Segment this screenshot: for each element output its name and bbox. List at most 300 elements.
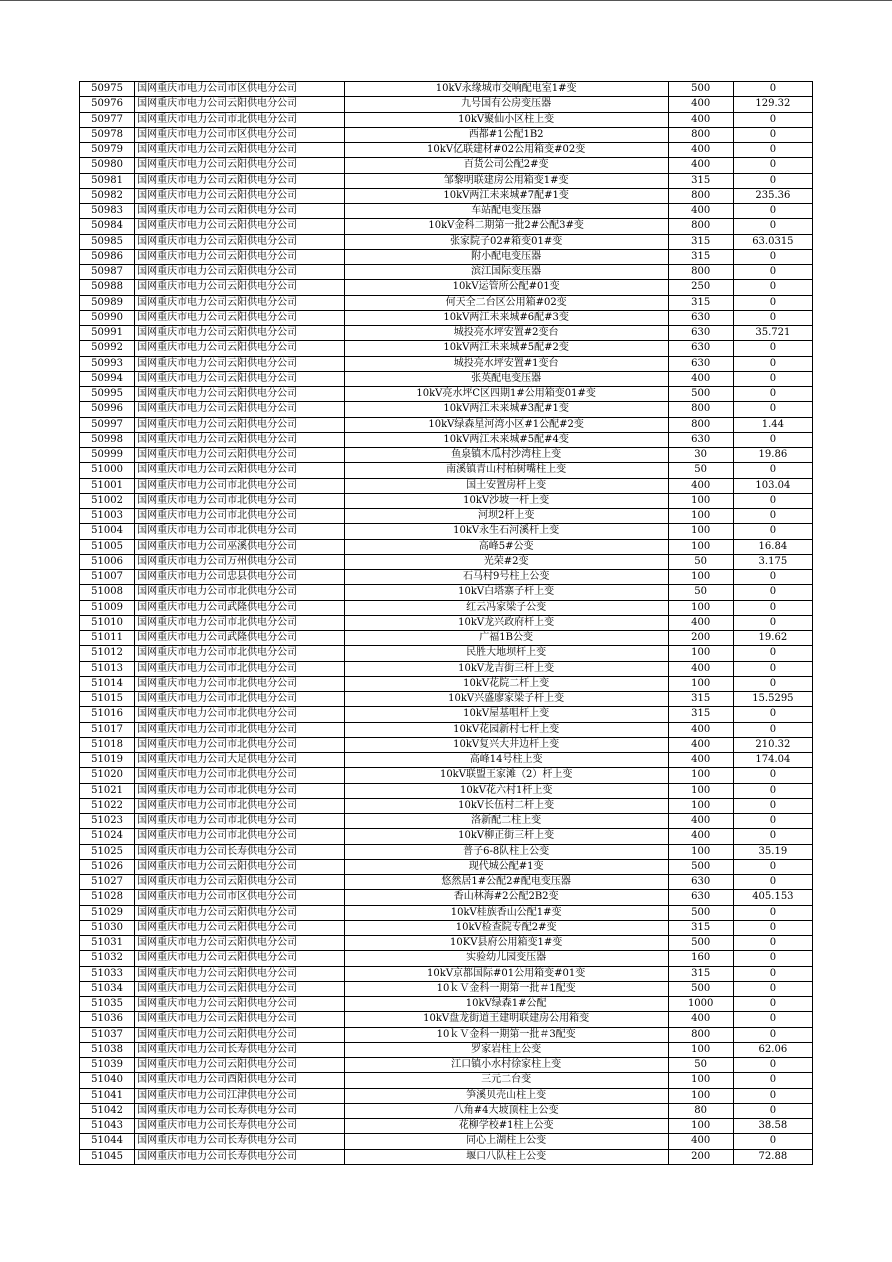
company-cell: 国网重庆市电力公司市北供电分公司	[135, 722, 345, 737]
company-cell: 国网重庆市电力公司云阳供电分公司	[135, 1027, 345, 1042]
table-row	[80, 676, 813, 691]
value-cell: 0	[733, 875, 812, 890]
transformer-name-cell: 10kV绿森星河湾小区#1公配#2变	[344, 417, 668, 432]
company-cell: 国网重庆市电力公司云阳供电分公司	[135, 371, 345, 386]
company-cell: 国网重庆市电力公司市北供电分公司	[135, 524, 345, 539]
record-id-cell: 51025	[80, 844, 135, 859]
record-id-cell: 51044	[80, 1134, 135, 1149]
capacity-cell: 630	[668, 875, 733, 890]
table-row	[80, 1027, 813, 1042]
value-cell: 1.44	[733, 417, 812, 432]
record-id-cell: 50994	[80, 371, 135, 386]
table-row	[80, 1088, 813, 1103]
value-cell: 0	[733, 112, 812, 127]
table-row	[80, 1058, 813, 1073]
record-id-cell: 51004	[80, 524, 135, 539]
transformer-name-cell: 10kV屋基咀杆上变	[344, 707, 668, 722]
capacity-cell: 400	[668, 661, 733, 676]
value-cell: 0	[733, 82, 812, 97]
company-cell: 国网重庆市电力公司市北供电分公司	[135, 814, 345, 829]
company-cell: 国网重庆市电力公司武隆供电分公司	[135, 600, 345, 615]
record-id-cell: 51001	[80, 478, 135, 493]
capacity-cell: 100	[668, 1073, 733, 1088]
value-cell: 0	[733, 707, 812, 722]
capacity-cell: 160	[668, 951, 733, 966]
company-cell: 国网重庆市电力公司云阳供电分公司	[135, 326, 345, 341]
transformer-name-cell: 广福1B公变	[344, 631, 668, 646]
transformer-name-cell: 10kV京都国际#01公用箱变#01变	[344, 966, 668, 981]
table-row	[80, 615, 813, 630]
value-cell: 0	[733, 768, 812, 783]
value-cell: 0	[733, 387, 812, 402]
table-row	[80, 173, 813, 188]
record-id-cell: 50992	[80, 341, 135, 356]
company-cell: 国网重庆市电力公司市区供电分公司	[135, 127, 345, 142]
capacity-cell: 630	[668, 341, 733, 356]
value-cell: 405.153	[733, 890, 812, 905]
company-cell: 国网重庆市电力公司云阳供电分公司	[135, 936, 345, 951]
value-cell: 0	[733, 432, 812, 447]
value-cell: 0	[733, 615, 812, 630]
transformer-name-cell: 10kV金科二期第一批2#公配3#变	[344, 219, 668, 234]
transformer-name-cell: 国土安置房杆上变	[344, 478, 668, 493]
value-cell: 0	[733, 509, 812, 524]
company-cell: 国网重庆市电力公司市北供电分公司	[135, 615, 345, 630]
value-cell: 0	[733, 981, 812, 996]
company-cell: 国网重庆市电力公司云阳供电分公司	[135, 341, 345, 356]
value-cell: 0	[733, 920, 812, 935]
value-cell: 0	[733, 280, 812, 295]
company-cell: 国网重庆市电力公司云阳供电分公司	[135, 234, 345, 249]
value-cell: 0	[733, 951, 812, 966]
table-row	[80, 753, 813, 768]
company-cell: 国网重庆市电力公司市北供电分公司	[135, 646, 345, 661]
page-top-rule	[0, 0, 892, 1]
record-id-cell: 51006	[80, 554, 135, 569]
value-cell: 3.175	[733, 554, 812, 569]
record-id-cell: 51022	[80, 798, 135, 813]
company-cell: 国网重庆市电力公司云阳供电分公司	[135, 402, 345, 417]
table-row	[80, 280, 813, 295]
capacity-cell: 400	[668, 737, 733, 752]
capacity-cell: 100	[668, 1119, 733, 1134]
transformer-name-cell: 10kV永缘城市交响配电室1#变	[344, 82, 668, 97]
transformer-name-cell: 红云冯家梁子公变	[344, 600, 668, 615]
record-id-cell: 51045	[80, 1149, 135, 1164]
table-row	[80, 1119, 813, 1134]
table-row	[80, 249, 813, 264]
record-id-cell: 51005	[80, 539, 135, 554]
table-row	[80, 646, 813, 661]
record-id-cell: 51032	[80, 951, 135, 966]
capacity-cell: 500	[668, 905, 733, 920]
company-cell: 国网重庆市电力公司市北供电分公司	[135, 768, 345, 783]
transformer-name-cell: 10kV聚仙小区柱上变	[344, 112, 668, 127]
company-cell: 国网重庆市电力公司市北供电分公司	[135, 676, 345, 691]
transformer-name-cell: 10kV亿联建材#02公用箱变#02变	[344, 143, 668, 158]
table-row	[80, 859, 813, 874]
value-cell: 0	[733, 829, 812, 844]
record-id-cell: 51037	[80, 1027, 135, 1042]
record-id-cell: 50999	[80, 448, 135, 463]
transformer-name-cell: 张家院子02#箱变01#变	[344, 234, 668, 249]
transformer-name-cell: 花柳学校#1柱上公变	[344, 1119, 668, 1134]
value-cell: 0	[733, 676, 812, 691]
value-cell: 35.19	[733, 844, 812, 859]
capacity-cell: 315	[668, 920, 733, 935]
table-row	[80, 768, 813, 783]
company-cell: 国网重庆市电力公司长寿供电分公司	[135, 1149, 345, 1164]
capacity-cell: 30	[668, 448, 733, 463]
table-row	[80, 1134, 813, 1149]
value-cell: 0	[733, 127, 812, 142]
transformer-name-cell: 10kV绿森1#公配	[344, 997, 668, 1012]
table-row	[80, 1149, 813, 1164]
table-row	[80, 1103, 813, 1118]
table-row	[80, 234, 813, 249]
record-id-cell: 51035	[80, 997, 135, 1012]
company-cell: 国网重庆市电力公司市北供电分公司	[135, 737, 345, 752]
value-cell: 0	[733, 585, 812, 600]
company-cell: 国网重庆市电力公司市北供电分公司	[135, 707, 345, 722]
value-cell: 0	[733, 143, 812, 158]
transformer-name-cell: 江口镇小水村徐家柱上变	[344, 1058, 668, 1073]
capacity-cell: 500	[668, 981, 733, 996]
record-id-cell: 50980	[80, 158, 135, 173]
capacity-cell: 315	[668, 692, 733, 707]
table-row	[80, 402, 813, 417]
transformer-name-cell: 张英配电变压器	[344, 371, 668, 386]
value-cell: 0	[733, 661, 812, 676]
capacity-cell: 400	[668, 158, 733, 173]
company-cell: 国网重庆市电力公司云阳供电分公司	[135, 204, 345, 219]
table-row	[80, 829, 813, 844]
capacity-cell: 100	[668, 539, 733, 554]
value-cell: 0	[733, 204, 812, 219]
capacity-cell: 400	[668, 97, 733, 112]
capacity-cell: 315	[668, 707, 733, 722]
value-cell: 0	[733, 814, 812, 829]
record-id-cell: 51042	[80, 1103, 135, 1118]
value-cell: 0	[733, 158, 812, 173]
table-row	[80, 951, 813, 966]
record-id-cell: 50986	[80, 249, 135, 264]
value-cell: 0	[733, 341, 812, 356]
value-cell: 0	[733, 722, 812, 737]
transformer-name-cell: 10kV兴盛廖家梁子杆上变	[344, 692, 668, 707]
company-cell: 国网重庆市电力公司云阳供电分公司	[135, 158, 345, 173]
company-cell: 国网重庆市电力公司云阳供电分公司	[135, 432, 345, 447]
table-row	[80, 97, 813, 112]
value-cell: 235.36	[733, 188, 812, 203]
transformer-name-cell: 百货公司公配2#变	[344, 158, 668, 173]
record-id-cell: 50981	[80, 173, 135, 188]
table-row	[80, 631, 813, 646]
record-id-cell: 51036	[80, 1012, 135, 1027]
table-row	[80, 82, 813, 97]
record-id-cell: 50995	[80, 387, 135, 402]
transformer-name-cell: 民胜大地坝杆上变	[344, 646, 668, 661]
table-row	[80, 143, 813, 158]
table-row	[80, 341, 813, 356]
table-row	[80, 524, 813, 539]
capacity-cell: 400	[668, 204, 733, 219]
table-row	[80, 936, 813, 951]
capacity-cell: 315	[668, 173, 733, 188]
transformer-name-cell: 10kV两江未来城#5配#4变	[344, 432, 668, 447]
capacity-cell: 80	[668, 1103, 733, 1118]
capacity-cell: 630	[668, 326, 733, 341]
company-cell: 国网重庆市电力公司市区供电分公司	[135, 890, 345, 905]
record-id-cell: 50989	[80, 295, 135, 310]
capacity-cell: 630	[668, 890, 733, 905]
transformer-name-cell: 附小配电变压器	[344, 249, 668, 264]
table-row	[80, 798, 813, 813]
value-cell: 63.0315	[733, 234, 812, 249]
record-id-cell: 51011	[80, 631, 135, 646]
transformer-name-cell: 现代城公配#1变	[344, 859, 668, 874]
value-cell: 0	[733, 1134, 812, 1149]
table-row	[80, 1042, 813, 1057]
company-cell: 国网重庆市电力公司市北供电分公司	[135, 509, 345, 524]
value-cell: 38.58	[733, 1119, 812, 1134]
table-row	[80, 875, 813, 890]
capacity-cell: 100	[668, 646, 733, 661]
transformer-name-cell: 何天全二台区公用箱#02变	[344, 295, 668, 310]
table-row	[80, 417, 813, 432]
transformer-name-cell: 10kV龙吉街三杆上变	[344, 661, 668, 676]
record-id-cell: 50991	[80, 326, 135, 341]
value-cell: 0	[733, 966, 812, 981]
transformer-name-cell: 九号国有公房变压器	[344, 97, 668, 112]
value-cell: 72.88	[733, 1149, 812, 1164]
capacity-cell: 250	[668, 280, 733, 295]
company-cell: 国网重庆市电力公司云阳供电分公司	[135, 875, 345, 890]
table-row	[80, 265, 813, 280]
transformer-name-cell: 实验幼儿园变压器	[344, 951, 668, 966]
company-cell: 国网重庆市电力公司云阳供电分公司	[135, 859, 345, 874]
record-id-cell: 51043	[80, 1119, 135, 1134]
value-cell: 15.5295	[733, 692, 812, 707]
transformer-name-cell: 滨江国际变压器	[344, 265, 668, 280]
company-cell: 国网重庆市电力公司市北供电分公司	[135, 829, 345, 844]
table-row	[80, 707, 813, 722]
record-id-cell: 51040	[80, 1073, 135, 1088]
record-id-cell: 50979	[80, 143, 135, 158]
record-id-cell: 51030	[80, 920, 135, 935]
capacity-cell: 400	[668, 829, 733, 844]
company-cell: 国网重庆市电力公司忠县供电分公司	[135, 570, 345, 585]
record-id-cell: 50977	[80, 112, 135, 127]
company-cell: 国网重庆市电力公司市区供电分公司	[135, 82, 345, 97]
table-row	[80, 204, 813, 219]
capacity-cell: 1000	[668, 997, 733, 1012]
capacity-cell: 50	[668, 554, 733, 569]
table-row	[80, 600, 813, 615]
table-row	[80, 997, 813, 1012]
company-cell: 国网重庆市电力公司长寿供电分公司	[135, 1119, 345, 1134]
capacity-cell: 400	[668, 478, 733, 493]
record-id-cell: 50978	[80, 127, 135, 142]
record-id-cell: 50985	[80, 234, 135, 249]
capacity-cell: 100	[668, 493, 733, 508]
capacity-cell: 100	[668, 524, 733, 539]
record-id-cell: 51026	[80, 859, 135, 874]
value-cell: 0	[733, 798, 812, 813]
company-cell: 国网重庆市电力公司市北供电分公司	[135, 478, 345, 493]
company-cell: 国网重庆市电力公司酉阳供电分公司	[135, 1073, 345, 1088]
capacity-cell: 100	[668, 676, 733, 691]
company-cell: 国网重庆市电力公司云阳供电分公司	[135, 1058, 345, 1073]
value-cell: 0	[733, 265, 812, 280]
value-cell: 0	[733, 524, 812, 539]
transformer-name-cell: 10kV两江未来城#3配#1变	[344, 402, 668, 417]
record-id-cell: 50998	[80, 432, 135, 447]
table-row	[80, 219, 813, 234]
table-row	[80, 509, 813, 524]
value-cell: 19.86	[733, 448, 812, 463]
value-cell: 0	[733, 219, 812, 234]
table-row	[80, 814, 813, 829]
value-cell: 0	[733, 463, 812, 478]
capacity-cell: 800	[668, 402, 733, 417]
record-id-cell: 51009	[80, 600, 135, 615]
transformer-name-cell: 光荣#2变	[344, 554, 668, 569]
transformer-name-cell: 高峰5#公变	[344, 539, 668, 554]
value-cell: 62.06	[733, 1042, 812, 1057]
record-id-cell: 51018	[80, 737, 135, 752]
transformer-name-cell: 10KV县府公用箱变1#变	[344, 936, 668, 951]
transformer-name-cell: 10kV两江未来城#6配#3变	[344, 310, 668, 325]
transformer-name-cell: 堰口八队柱上公变	[344, 1149, 668, 1164]
company-cell: 国网重庆市电力公司云阳供电分公司	[135, 1012, 345, 1027]
transformer-name-cell: 10kV两江未来城#7配#1变	[344, 188, 668, 203]
table-row	[80, 890, 813, 905]
record-id-cell: 50996	[80, 402, 135, 417]
transformer-name-cell: 石马村9号柱上公变	[344, 570, 668, 585]
transformer-name-cell: 罗家岩柱上公变	[344, 1042, 668, 1057]
record-id-cell: 51007	[80, 570, 135, 585]
record-id-cell: 50990	[80, 310, 135, 325]
capacity-cell: 400	[668, 753, 733, 768]
capacity-cell: 400	[668, 112, 733, 127]
company-cell: 国网重庆市电力公司云阳供电分公司	[135, 463, 345, 478]
capacity-cell: 315	[668, 234, 733, 249]
capacity-cell: 315	[668, 966, 733, 981]
transformer-table	[79, 81, 813, 1165]
capacity-cell: 100	[668, 844, 733, 859]
company-cell: 国网重庆市电力公司云阳供电分公司	[135, 417, 345, 432]
capacity-cell: 800	[668, 127, 733, 142]
value-cell: 129.32	[733, 97, 812, 112]
transformer-name-cell: 10ｋＶ金科一期第一批＃1配变	[344, 981, 668, 996]
company-cell: 国网重庆市电力公司云阳供电分公司	[135, 173, 345, 188]
company-cell: 国网重庆市电力公司江津供电分公司	[135, 1088, 345, 1103]
value-cell: 0	[733, 173, 812, 188]
value-cell: 16.84	[733, 539, 812, 554]
capacity-cell: 100	[668, 1088, 733, 1103]
transformer-name-cell: 同心上湖柱上公变	[344, 1134, 668, 1149]
transformer-name-cell: 悠然居1#公配2#配电变压器	[344, 875, 668, 890]
capacity-cell: 630	[668, 310, 733, 325]
record-id-cell: 51029	[80, 905, 135, 920]
transformer-name-cell: 10kV沙坡一杆上变	[344, 493, 668, 508]
company-cell: 国网重庆市电力公司市北供电分公司	[135, 493, 345, 508]
value-cell: 0	[733, 1027, 812, 1042]
company-cell: 国网重庆市电力公司长寿供电分公司	[135, 844, 345, 859]
value-cell: 0	[733, 859, 812, 874]
transformer-name-cell: 三元二台变	[344, 1073, 668, 1088]
record-id-cell: 51019	[80, 753, 135, 768]
table-row	[80, 310, 813, 325]
value-cell: 0	[733, 1088, 812, 1103]
value-cell: 0	[733, 997, 812, 1012]
transformer-name-cell: 10kV柳正街三杆上变	[344, 829, 668, 844]
value-cell: 0	[733, 646, 812, 661]
company-cell: 国网重庆市电力公司大足供电分公司	[135, 753, 345, 768]
transformer-name-cell: 10kV检查院专配2#变	[344, 920, 668, 935]
capacity-cell: 100	[668, 600, 733, 615]
table-row	[80, 539, 813, 554]
record-id-cell: 51012	[80, 646, 135, 661]
value-cell: 35.721	[733, 326, 812, 341]
transformer-name-cell: 10kV复兴大井边杆上变	[344, 737, 668, 752]
capacity-cell: 50	[668, 1058, 733, 1073]
company-cell: 国网重庆市电力公司云阳供电分公司	[135, 997, 345, 1012]
table-row	[80, 112, 813, 127]
value-cell: 0	[733, 371, 812, 386]
transformer-name-cell: 笋溪贝壳山柱上变	[344, 1088, 668, 1103]
table-row	[80, 920, 813, 935]
table-row	[80, 783, 813, 798]
table-row	[80, 448, 813, 463]
capacity-cell: 400	[668, 814, 733, 829]
capacity-cell: 100	[668, 783, 733, 798]
capacity-cell: 50	[668, 463, 733, 478]
capacity-cell: 400	[668, 143, 733, 158]
transformer-name-cell: 10kV运管所公配#01变	[344, 280, 668, 295]
value-cell: 0	[733, 600, 812, 615]
transformer-name-cell: 洛新配二柱上变	[344, 814, 668, 829]
record-id-cell: 50987	[80, 265, 135, 280]
table-row	[80, 1012, 813, 1027]
company-cell: 国网重庆市电力公司市北供电分公司	[135, 112, 345, 127]
value-cell: 0	[733, 310, 812, 325]
capacity-cell: 400	[668, 1134, 733, 1149]
table-row	[80, 188, 813, 203]
capacity-cell: 500	[668, 387, 733, 402]
record-id-cell: 51038	[80, 1042, 135, 1057]
record-id-cell: 51024	[80, 829, 135, 844]
value-cell: 0	[733, 783, 812, 798]
company-cell: 国网重庆市电力公司云阳供电分公司	[135, 920, 345, 935]
capacity-cell: 100	[668, 1042, 733, 1057]
record-id-cell: 51013	[80, 661, 135, 676]
record-id-cell: 51020	[80, 768, 135, 783]
company-cell: 国网重庆市电力公司云阳供电分公司	[135, 356, 345, 371]
table-row	[80, 356, 813, 371]
record-id-cell: 51017	[80, 722, 135, 737]
company-cell: 国网重庆市电力公司云阳供电分公司	[135, 966, 345, 981]
transformer-name-cell: 城投亮水坪安置#2变台	[344, 326, 668, 341]
transformer-name-cell: 10kV盘龙街道王建明联建房公用箱变	[344, 1012, 668, 1027]
table-row	[80, 905, 813, 920]
company-cell: 国网重庆市电力公司长寿供电分公司	[135, 1134, 345, 1149]
transformer-name-cell: 10kV亮水坪C区四期1#公用箱变01#变	[344, 387, 668, 402]
value-cell: 0	[733, 493, 812, 508]
transformer-name-cell: 10ｋＶ金科一期第一批＃3配变	[344, 1027, 668, 1042]
transformer-name-cell: 香山林海#2公配2B2变	[344, 890, 668, 905]
